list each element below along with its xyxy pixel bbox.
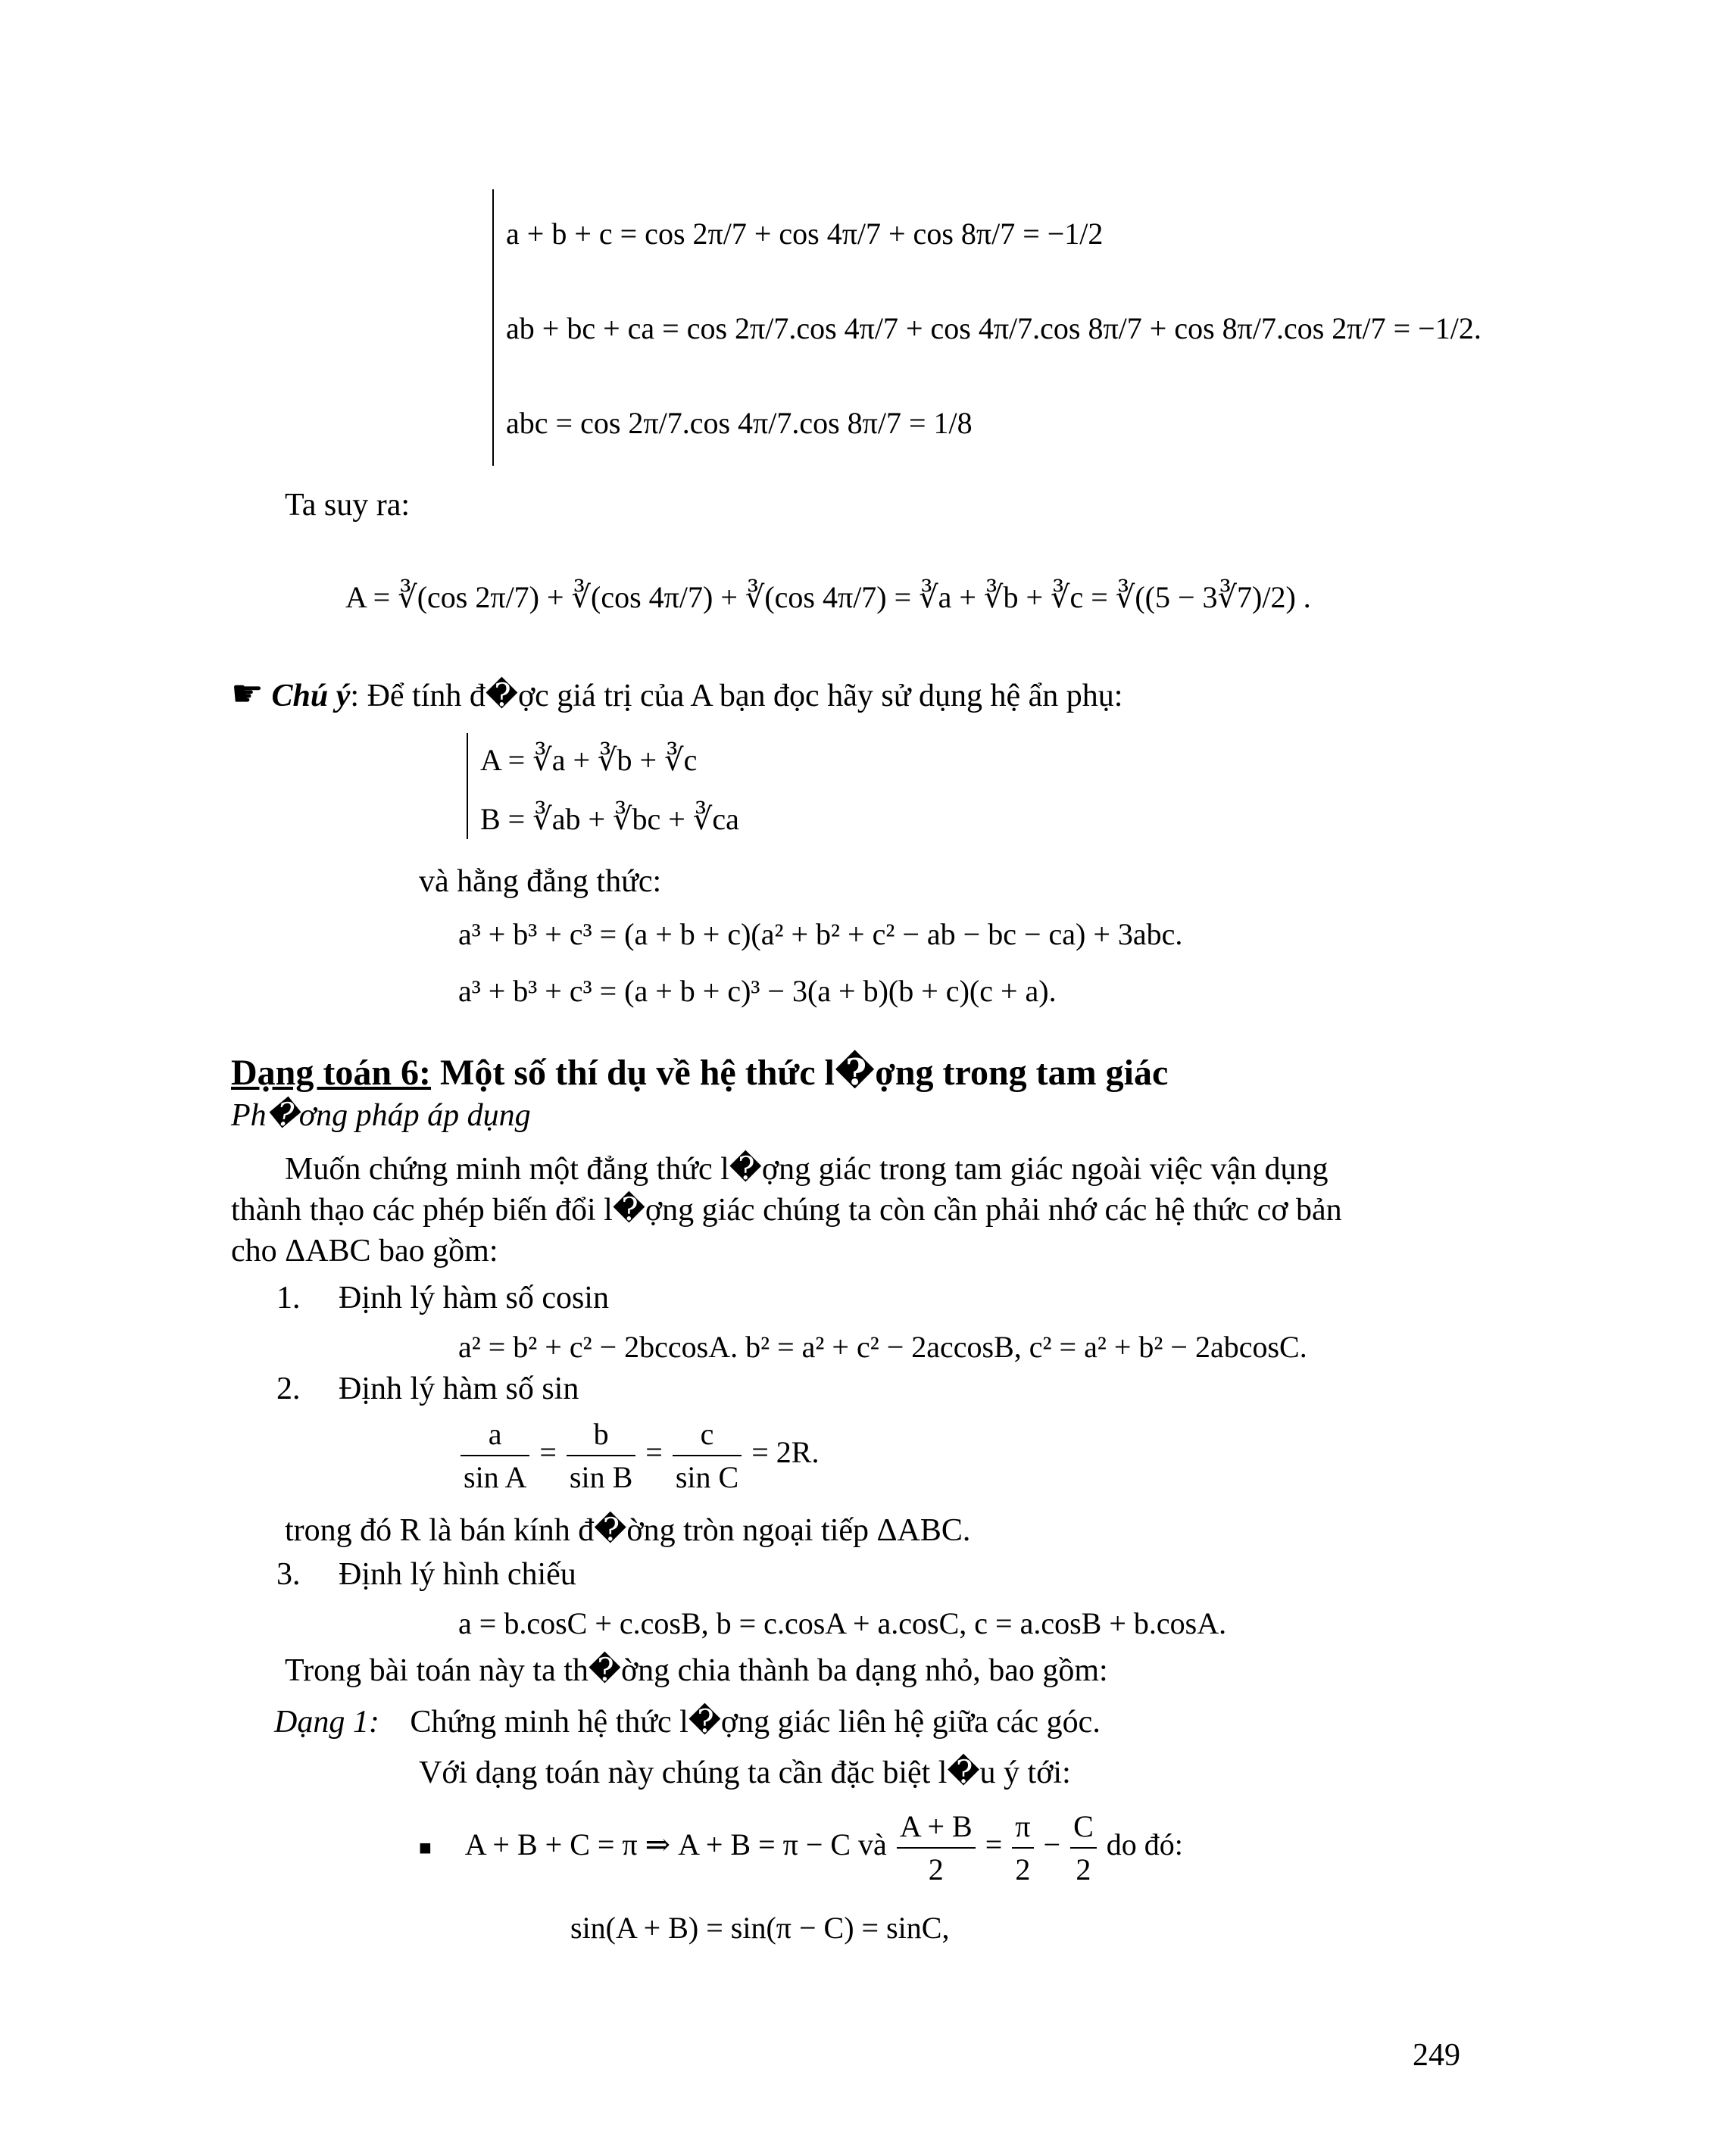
note-label: Chú ý xyxy=(271,679,351,713)
dang1-text: Chứng minh hệ thức l�ợng giác liên hệ giữa các góc. xyxy=(410,1705,1101,1740)
item3-num: 3. xyxy=(276,1557,301,1592)
system1-line3: abc = cos 2π/7.cos 4π/7.cos 8π/7 = 1/8 xyxy=(506,406,973,440)
frac-a-sinA: $\frac{a}{\text{sin A}}$ xyxy=(461,1416,529,1495)
pointing-hand-icon: ☛ xyxy=(231,674,264,714)
ta-suy-ra: Ta suy ra: xyxy=(285,488,411,523)
intro-line-1: Muốn chứng minh một đẳng thức l�ợng giác trong tam giác ngoài việc vận dụng xyxy=(285,1152,1329,1187)
frac-AB-2: $\frac{A + B}{2}$ xyxy=(897,1808,976,1887)
item3-title: Định lý hình chiếu xyxy=(339,1557,576,1592)
section-title: Một số thí dụ về hệ thức l�ợng trong tam giác xyxy=(431,1053,1169,1093)
dang1-text2: Với dạng toán này chúng ta cần đặc biệt l�u ý tới: xyxy=(419,1755,1071,1790)
section-label: Dạng toán 6: xyxy=(231,1053,432,1093)
item1-heading xyxy=(276,1280,609,1316)
dang1-line xyxy=(274,1702,1101,1740)
hang-dang-thuc: và hằng đẳng thức: xyxy=(419,864,662,899)
formula-A: A = ∛(cos 2π/7) + ∛(cos 4π/7) + ∛(cos 4π/7) = ∛a + ∛b + ∛c = ∛((5 − 3∛7)/2) . xyxy=(345,580,1311,614)
identity-1: a³ + b³ + c³ = (a + b + c)(a² + b² + c² − ab − bc − ca) + 3abc. xyxy=(458,917,1183,951)
section-heading xyxy=(231,1051,1168,1094)
item1-formula: a² = b² + c² − 2bccosA. b² = a² + c² − 2accosB, c² = a² + b² − 2abcosC. xyxy=(458,1330,1307,1364)
sin-line: sin(A + B) = sin(π − C) = sinC, xyxy=(570,1911,950,1945)
system2-line2: B = ∛ab + ∛bc + ∛ca xyxy=(480,802,739,836)
note-line xyxy=(231,672,1122,715)
item1-title: Định lý hàm số cosin xyxy=(339,1281,609,1315)
frac-C-2: $\frac{C}{2}$ xyxy=(1070,1808,1097,1887)
frac-b-sinB: $\frac{b}{\text{sin B}}$ xyxy=(567,1416,635,1495)
item2-num: 2. xyxy=(276,1372,301,1406)
item2-note: trong đó R là bán kính đ�ờng tròn ngoại tiếp ΔABC. xyxy=(285,1513,971,1548)
sine-law: $\frac{a}{\text{sin A}}$ = $\frac{b}{\text{sin B}}$ = $\frac{c}{\text{sin C}}$ = 2R. xyxy=(458,1416,819,1495)
item3-formula: a = b.cosC + c.cosB, b = c.cosA + a.cosC, c = a.cosB + b.cosA. xyxy=(458,1606,1227,1640)
intro-line-3: cho ΔABC bao gồm: xyxy=(231,1234,498,1269)
trong-bai-text: Trong bài toán này ta th�ờng chia thành ba dạng nhỏ, bao gồm: xyxy=(285,1653,1108,1688)
system1-line2: ab + bc + ca = cos 2π/7.cos 4π/7 + cos 4π/7.cos 8π/7 + cos 8π/7.cos 2π/7 = −1/2. xyxy=(506,311,1482,345)
system2-line1: A = ∛a + ∛b + ∛c xyxy=(480,743,698,777)
frac-c-sinC: $\frac{c}{\text{sin C}}$ xyxy=(673,1416,742,1495)
note-text: : Để tính đ�ợc giá trị của A bạn đọc hãy sử dụng hệ ẩn phụ: xyxy=(350,679,1123,713)
frac-pi-2: $\frac{\pi}{2}$ xyxy=(1012,1808,1033,1887)
system-brace-1 xyxy=(492,189,494,466)
item1-num: 1. xyxy=(276,1281,301,1315)
method-title: Ph�ơng pháp áp dụng xyxy=(231,1098,531,1133)
page-number: 249 xyxy=(1413,2038,1460,2073)
bullet-formula: ■ A + B + C = π ⇒ A + B = π − C và $\frac{A + B}{2}$ = $\frac{\pi}{2}$ − $\frac{C}{2}$ do đó: xyxy=(419,1809,1183,1886)
bullet-icon: ■ xyxy=(419,1836,432,1861)
system-brace-2 xyxy=(467,733,468,839)
item3-heading xyxy=(276,1556,576,1593)
identity-2: a³ + b³ + c³ = (a + b + c)³ − 3(a + b)(b + c)(c + a). xyxy=(458,974,1057,1008)
item2-title: Định lý hàm số sin xyxy=(339,1372,579,1406)
intro-line-2: thành thạo các phép biến đổi l�ợng giác chúng ta còn cần phải nhớ các hệ thức cơ bản xyxy=(231,1193,1342,1228)
dang1-label: Dạng 1: xyxy=(274,1705,379,1740)
system1-line1: a + b + c = cos 2π/7 + cos 4π/7 + cos 8π/7 = −1/2 xyxy=(506,217,1104,251)
item2-heading xyxy=(276,1371,579,1407)
